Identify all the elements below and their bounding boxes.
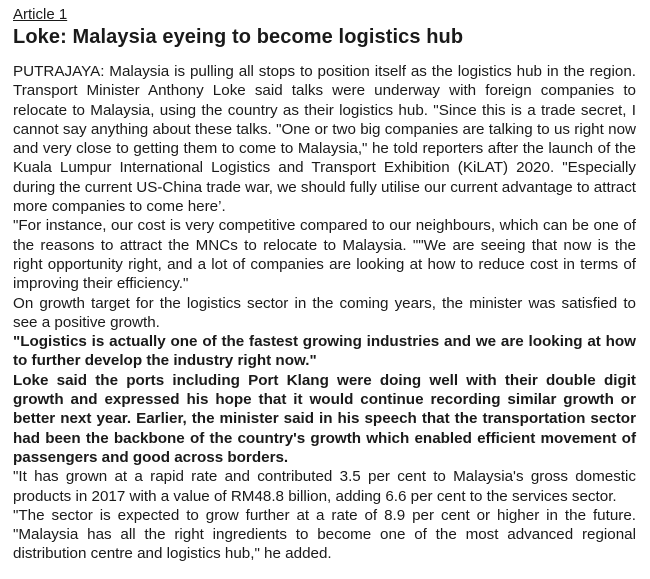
article-paragraph: On growth target for the logistics sector in the coming years, the minister was satisfied to see a positive growth.: [13, 294, 636, 331]
article-paragraph: "It has grown at a rapid rate and contributed 3.5 per cent to Malaysia's gross domestic products in 2017 with a value of RM48.8 billion, adding 6.6 per cent to the services sector.: [13, 468, 636, 505]
article-paragraph: "The sector is expected to grow further at a rate of 8.9 per cent or higher in the future. "Malaysia has all the right ingredients to become one of the most advanced regional distribution centre and logistics hub," he added.: [13, 506, 636, 563]
article-label: Article 1: [13, 6, 68, 23]
article-body: [13, 62, 636, 564]
article-paragraph-bold: "Logistics is actually one of the fastest growing industries and we are looking at how to further develop the industry right now.": [13, 333, 636, 370]
article-paragraph: "For instance, our cost is very competitive compared to our neighbours, which can be one of the reasons to attract the MNCs to relocate to Malaysia. ""We are seeing that now is the right opportunity right, and a lot of companies are looking at how to reduce cost in terms of improving their efficiency.": [13, 217, 636, 293]
article-paragraph: PUTRAJAYA: Malaysia is pulling all stops to position itself as the logistics hub in the region. Transport Minister Anthony Loke said talks were underway with foreign companies to relocate to Malaysia, using the country as their logistics hub. "Since this is a trade secret, I cannot say anything about these talks. "One or two big companies are talking to us right now and very close to getting them to come to Malaysia," he told reporters after the launch of the Kuala Lumpur International Logistics and Transport Exhibition (KiLAT) 2020. "Especially during the current US-China trade war, we should fully utilise our current advantage to attract more companies to come here’.: [13, 63, 637, 216]
article-paragraph-bold: Loke said the ports including Port Klang were doing well with their double digit growth and expressed his hope that it would continue recording similar growth or better next year. Earlier, the minister said in his speech that the transportation sector had been the backbone of the country's growth which enabled efficient movement of passengers and good across borders.: [13, 371, 636, 466]
article-headline: Loke: Malaysia eyeing to become logistics hub: [13, 26, 464, 48]
